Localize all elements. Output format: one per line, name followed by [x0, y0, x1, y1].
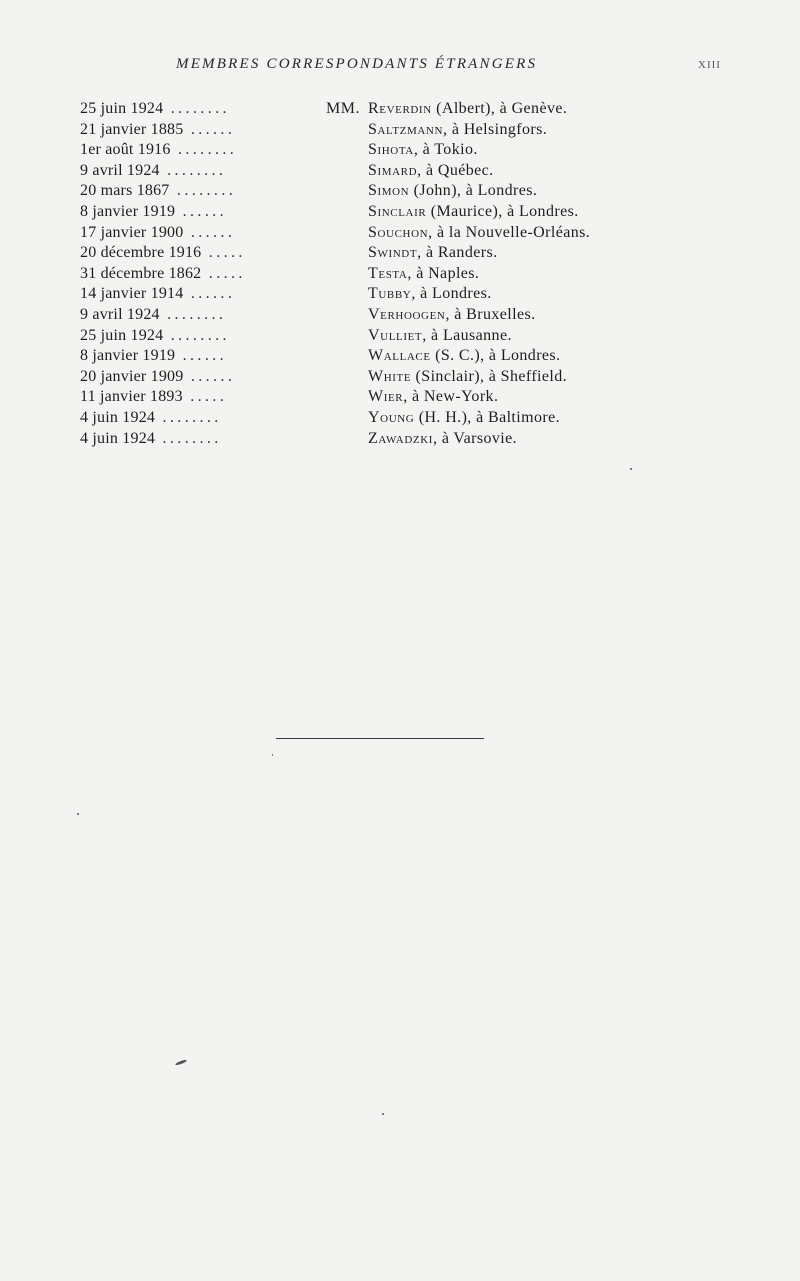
leader-dots: ..... — [201, 264, 246, 282]
election-date — [80, 429, 325, 449]
member-name-location — [368, 429, 517, 449]
election-date-text: 20 janvier 1909 — [80, 367, 184, 385]
member-name-location — [368, 223, 590, 243]
member-name-location — [368, 346, 560, 366]
member-entry — [0, 161, 800, 182]
member-details: , à Varsovie. — [433, 429, 518, 447]
election-date — [80, 99, 325, 119]
member-name-location — [368, 326, 512, 346]
leader-dots: ........ — [170, 141, 238, 159]
member-name-location — [368, 120, 547, 140]
leader-dots: ........ — [155, 408, 222, 426]
election-date — [80, 284, 325, 304]
member-details: (Sinclair), à Sheffield. — [411, 367, 568, 385]
member-entry — [0, 326, 800, 347]
member-details: , à Helsingfors. — [443, 120, 548, 138]
member-entry — [0, 99, 800, 120]
election-date-text: 20 mars 1867 — [80, 182, 170, 200]
member-surname: Sihota — [368, 141, 414, 159]
election-date-text: 8 janvier 1919 — [80, 202, 176, 220]
member-details: , à Québec. — [417, 161, 494, 179]
leader-dots: ........ — [155, 429, 222, 447]
member-details: , à Londres. — [411, 285, 492, 303]
member-surname: Young — [368, 408, 415, 426]
election-date — [80, 161, 325, 181]
member-name-location — [368, 99, 567, 119]
member-details: , à Lausanne. — [422, 326, 512, 344]
leader-dots: ........ — [159, 305, 227, 323]
member-name-location — [368, 387, 498, 407]
election-date — [80, 408, 325, 428]
member-name-location — [368, 140, 478, 160]
member-entry — [0, 429, 800, 450]
member-surname: Verhoogen — [368, 305, 446, 323]
member-details: , à la Nouvelle-Orléans. — [428, 223, 591, 241]
member-entry — [0, 140, 800, 161]
member-entry — [0, 284, 800, 305]
print-speck — [630, 468, 632, 470]
honorific: MM. — [326, 100, 360, 117]
member-entry — [0, 346, 800, 367]
election-date-text: 14 janvier 1914 — [80, 285, 184, 303]
member-surname: Souchon — [368, 223, 429, 241]
print-speck — [77, 813, 79, 815]
leader-dots: ...... — [183, 367, 236, 385]
election-date — [80, 264, 325, 284]
member-entry — [0, 264, 800, 285]
member-surname: Zawadzki — [368, 429, 434, 447]
election-date-text: 20 décembre 1916 — [80, 244, 202, 262]
leader-dots: ..... — [182, 388, 228, 406]
election-date — [80, 202, 325, 222]
member-surname: Wier — [368, 388, 404, 406]
running-head — [0, 56, 800, 80]
election-date-text: 17 janvier 1900 — [80, 223, 184, 241]
member-surname: Sinclair — [368, 202, 427, 220]
leader-dots: ........ — [159, 161, 227, 179]
member-details: (John), à Londres. — [409, 182, 538, 200]
election-date-text: 8 janvier 1919 — [80, 347, 176, 365]
election-date — [80, 243, 325, 263]
member-entry — [0, 243, 800, 264]
member-surname: Tubby — [368, 285, 412, 303]
print-speck — [272, 754, 273, 756]
member-name-location — [368, 367, 567, 387]
closing-rule — [276, 738, 484, 739]
member-entry — [0, 202, 800, 223]
election-date — [80, 387, 325, 407]
member-name-location — [368, 243, 498, 263]
member-surname: Reverdin — [368, 100, 432, 117]
leader-dots: ...... — [175, 347, 228, 365]
running-head-title: MEMBRES CORRESPONDANTS ÉTRANGERS — [176, 56, 538, 72]
member-details: , à Naples. — [407, 264, 480, 282]
election-date-text: 1er août 1916 — [80, 141, 171, 159]
election-date — [80, 367, 325, 387]
member-name-location — [368, 161, 494, 181]
member-entry — [0, 120, 800, 141]
leader-dots: ........ — [169, 182, 237, 200]
member-surname: Wallace — [368, 347, 431, 365]
print-speck — [382, 1113, 384, 1115]
election-date — [80, 181, 325, 201]
member-name-location — [368, 284, 492, 304]
election-date-text: 11 janvier 1893 — [80, 388, 183, 406]
member-details: (S. C.), à Londres. — [430, 347, 561, 365]
member-surname: Swindt — [368, 244, 418, 262]
member-name-location — [368, 305, 535, 325]
member-name-location — [368, 181, 537, 201]
election-date-text: 4 juin 1924 — [80, 408, 156, 426]
member-entry — [0, 223, 800, 244]
leader-dots: ...... — [183, 120, 236, 138]
election-date-text: 31 décembre 1862 — [80, 264, 202, 282]
election-date — [80, 120, 325, 140]
election-date — [80, 346, 325, 366]
member-surname: Simard — [368, 161, 418, 179]
member-name-location — [368, 264, 479, 284]
leader-dots: ...... — [183, 285, 236, 303]
member-surname: White — [368, 367, 412, 385]
member-details: (H. H.), à Baltimore. — [414, 408, 560, 426]
leader-dots: ........ — [163, 326, 230, 344]
election-date-text: 4 juin 1924 — [80, 429, 156, 447]
member-entry — [0, 367, 800, 388]
member-details: (Maurice), à Londres. — [426, 202, 579, 220]
member-details: , à Tokio. — [413, 141, 478, 159]
page-number: XIII — [698, 59, 721, 71]
member-details: (Albert), à Genève. — [431, 100, 568, 117]
member-surname: Vulliet — [368, 326, 423, 344]
member-entry — [0, 181, 800, 202]
election-date — [80, 223, 325, 243]
member-entry — [0, 408, 800, 429]
member-list — [0, 99, 800, 449]
member-surname: Saltzmann — [368, 120, 444, 138]
member-details: , à New-York. — [403, 388, 499, 406]
election-date-text: 21 janvier 1885 — [80, 120, 184, 138]
member-entry — [0, 387, 800, 408]
member-name-location — [368, 408, 560, 428]
leader-dots: ...... — [183, 223, 236, 241]
election-date-text: 25 juin 1924 — [80, 326, 164, 344]
election-date — [80, 140, 325, 160]
leader-dots: ........ — [163, 100, 230, 117]
election-date-text: 9 avril 1924 — [80, 305, 160, 323]
leader-dots: ..... — [201, 244, 246, 262]
election-date — [80, 326, 325, 346]
member-surname: Testa — [368, 264, 408, 282]
member-entry — [0, 305, 800, 326]
leader-dots: ...... — [175, 202, 228, 220]
election-date — [80, 305, 325, 325]
member-details: , à Randers. — [417, 244, 498, 262]
member-name-location — [368, 202, 579, 222]
print-speck — [175, 1059, 187, 1066]
election-date-text: 9 avril 1924 — [80, 161, 160, 179]
election-date-text: 25 juin 1924 — [80, 100, 164, 117]
member-details: , à Bruxelles. — [445, 305, 536, 323]
member-surname: Simon — [368, 182, 410, 200]
